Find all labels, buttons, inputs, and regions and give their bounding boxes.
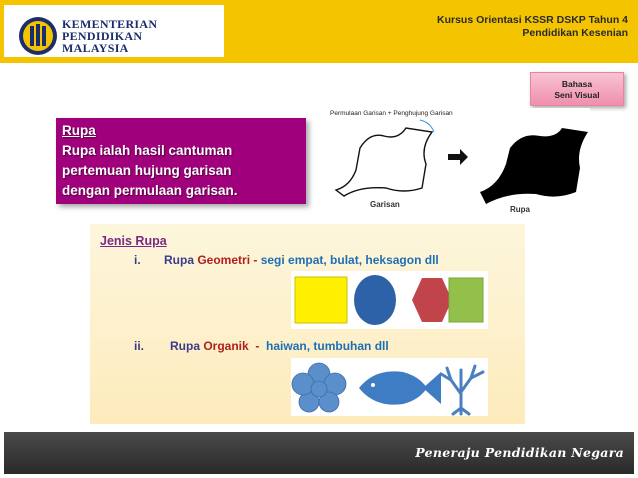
list-item-organic: ii. Rupa Organik - haiwan, tumbuhan dll (134, 339, 389, 353)
definition-line-2: pertemuan hujung garisan (62, 163, 232, 178)
line-to-shape-figure (330, 108, 590, 218)
subject-tag: Bahasa Seni Visual (530, 72, 624, 106)
list-item-geometric: i. Rupa Geometri - segi empat, bulat, heksagon dll (134, 253, 439, 267)
shape-types-panel (90, 224, 525, 424)
ministry-logo (4, 5, 224, 57)
ministry-crest-icon (18, 14, 58, 58)
figure-label-garisan: Garisan (370, 200, 400, 209)
yellow-square-shape (295, 277, 347, 323)
course-line-1: Kursus Orientasi KSSR DSKP Tahun 4 (437, 14, 628, 26)
red-hexagon-shape (412, 278, 452, 322)
footer-slogan: Peneraju Pendidikan Negara (415, 445, 624, 460)
right-arrow-head (460, 149, 468, 165)
definition-title: Rupa (62, 123, 96, 138)
shape-types-title: Jenis Rupa (100, 234, 167, 248)
organic-shapes-image (291, 358, 488, 416)
figure-caption: Permulaan Garisan + Penghujung Garisan (330, 110, 453, 117)
geometric-shapes-image (291, 271, 488, 329)
definition-line-1: Rupa ialah hasil cantuman (62, 143, 233, 158)
green-square-shape (449, 278, 483, 322)
header-bar (0, 0, 638, 63)
right-arrow-icon (448, 154, 460, 160)
definition-box (56, 118, 306, 204)
open-line-drawing (336, 128, 432, 196)
filled-shape (480, 128, 588, 204)
ministry-name: KEMENTERIAN PENDIDIKAN MALAYSIA (62, 17, 158, 55)
course-line-2: Pendidikan Kesenian (522, 27, 628, 39)
course-title (437, 14, 628, 40)
tree-icon (441, 366, 483, 414)
definition-line-3: dengan permulaan garisan. (62, 183, 238, 198)
flower-icon (292, 363, 346, 412)
blue-circle-shape (354, 275, 396, 325)
footer-bar (4, 432, 634, 474)
fish-icon (359, 371, 441, 404)
figure-label-rupa: Rupa (510, 205, 530, 214)
